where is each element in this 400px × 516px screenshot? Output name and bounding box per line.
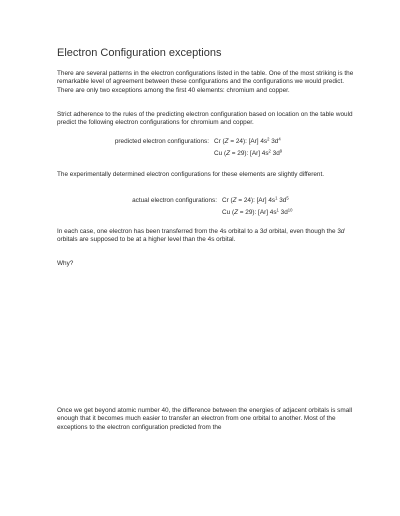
- atomic-number-variable: Z: [232, 197, 237, 204]
- config-text: = 29): [Ar] 4s: [231, 150, 269, 157]
- config-text: = 24): [Ar] 4s: [238, 197, 276, 204]
- s-exponent: 1: [276, 207, 279, 213]
- atomic-number-variable: Z: [224, 138, 229, 145]
- element-symbol: Cr: [222, 197, 229, 204]
- strict-adherence-paragraph: Strict adherence to the rules of the predicting electron configuration based on location on the table would predict the following electron configurations for chromium and copper.: [57, 111, 353, 127]
- predicted-config-copper: Cu (Z = 29): [Ar] $4s^2$ $3d^9$: [214, 148, 283, 157]
- s-exponent: 1: [275, 195, 278, 201]
- element-symbol: Cr: [214, 138, 221, 145]
- d-exponent: 10: [287, 207, 293, 213]
- config-text: 3d: [270, 150, 280, 157]
- paragraph-text: orbitals are supposed to be at a higher level than the 4s orbital.: [57, 236, 236, 244]
- atomic-number-variable: Z: [234, 209, 238, 216]
- d-exponent: 5: [286, 195, 289, 201]
- intro-paragraph: There are several patterns in the electron configurations listed in the table. One of the most striking is the remarkable level of agreement between these configurations and the configurations we would predict. There are only two exceptions among the first 40 elements: chromium and copper.: [57, 70, 354, 94]
- config-text: = 24): [Ar] 4s: [230, 138, 268, 145]
- s-exponent: 2: [267, 136, 270, 142]
- config-text: = 29): [Ar] 4s: [239, 209, 277, 216]
- page-title: Electron Configuration exceptions: [57, 47, 222, 59]
- element-symbol: Cu: [222, 209, 231, 216]
- atomic-number-variable: Z: [226, 150, 230, 157]
- paragraph-text: orbital, even though the 3: [266, 228, 341, 235]
- config-text: 3d: [278, 209, 288, 216]
- actual-config-copper: Cu (Z = 29): [Ar] $4s^1$ $3d^{10}$: [222, 207, 293, 216]
- predicted-config-chromium: Cr (Z = 24): [Ar] $4s^2$ $3d^4$: [214, 136, 281, 145]
- actual-config-label: actual electron configurations:: [132, 197, 217, 204]
- beyond-forty-paragraph: Once we get beyond atomic number 40, the difference between the energies of adjacent orbitals is small enough that it becomes much easier to transfer an electron from one orbital to another. Most of the exceptions to the electron configuration predicted from the: [57, 407, 353, 431]
- italic-d: d: [263, 228, 267, 235]
- why-question: Why?: [57, 260, 74, 267]
- predicted-config-label: predicted electron configurations:: [114, 138, 209, 145]
- experimental-paragraph: The experimentally determined electron configurations for these elements are slightly different.: [57, 171, 325, 178]
- actual-config-chromium: Cr (Z = 24): [Ar] $4s^1$ $3d^5$: [222, 195, 289, 204]
- italic-d: d: [340, 228, 345, 235]
- d-exponent: 9: [279, 148, 283, 154]
- d-exponent: 4: [278, 136, 281, 142]
- config-text: 3d: [277, 197, 287, 204]
- s-exponent: 2: [268, 148, 271, 154]
- paragraph-text: In each case, one electron has been transferred from the 4s orbital to a 3: [57, 228, 264, 235]
- element-symbol: Cu: [214, 150, 223, 157]
- config-text: 3d: [269, 138, 279, 145]
- each-case-paragraph: [57, 228, 357, 245]
